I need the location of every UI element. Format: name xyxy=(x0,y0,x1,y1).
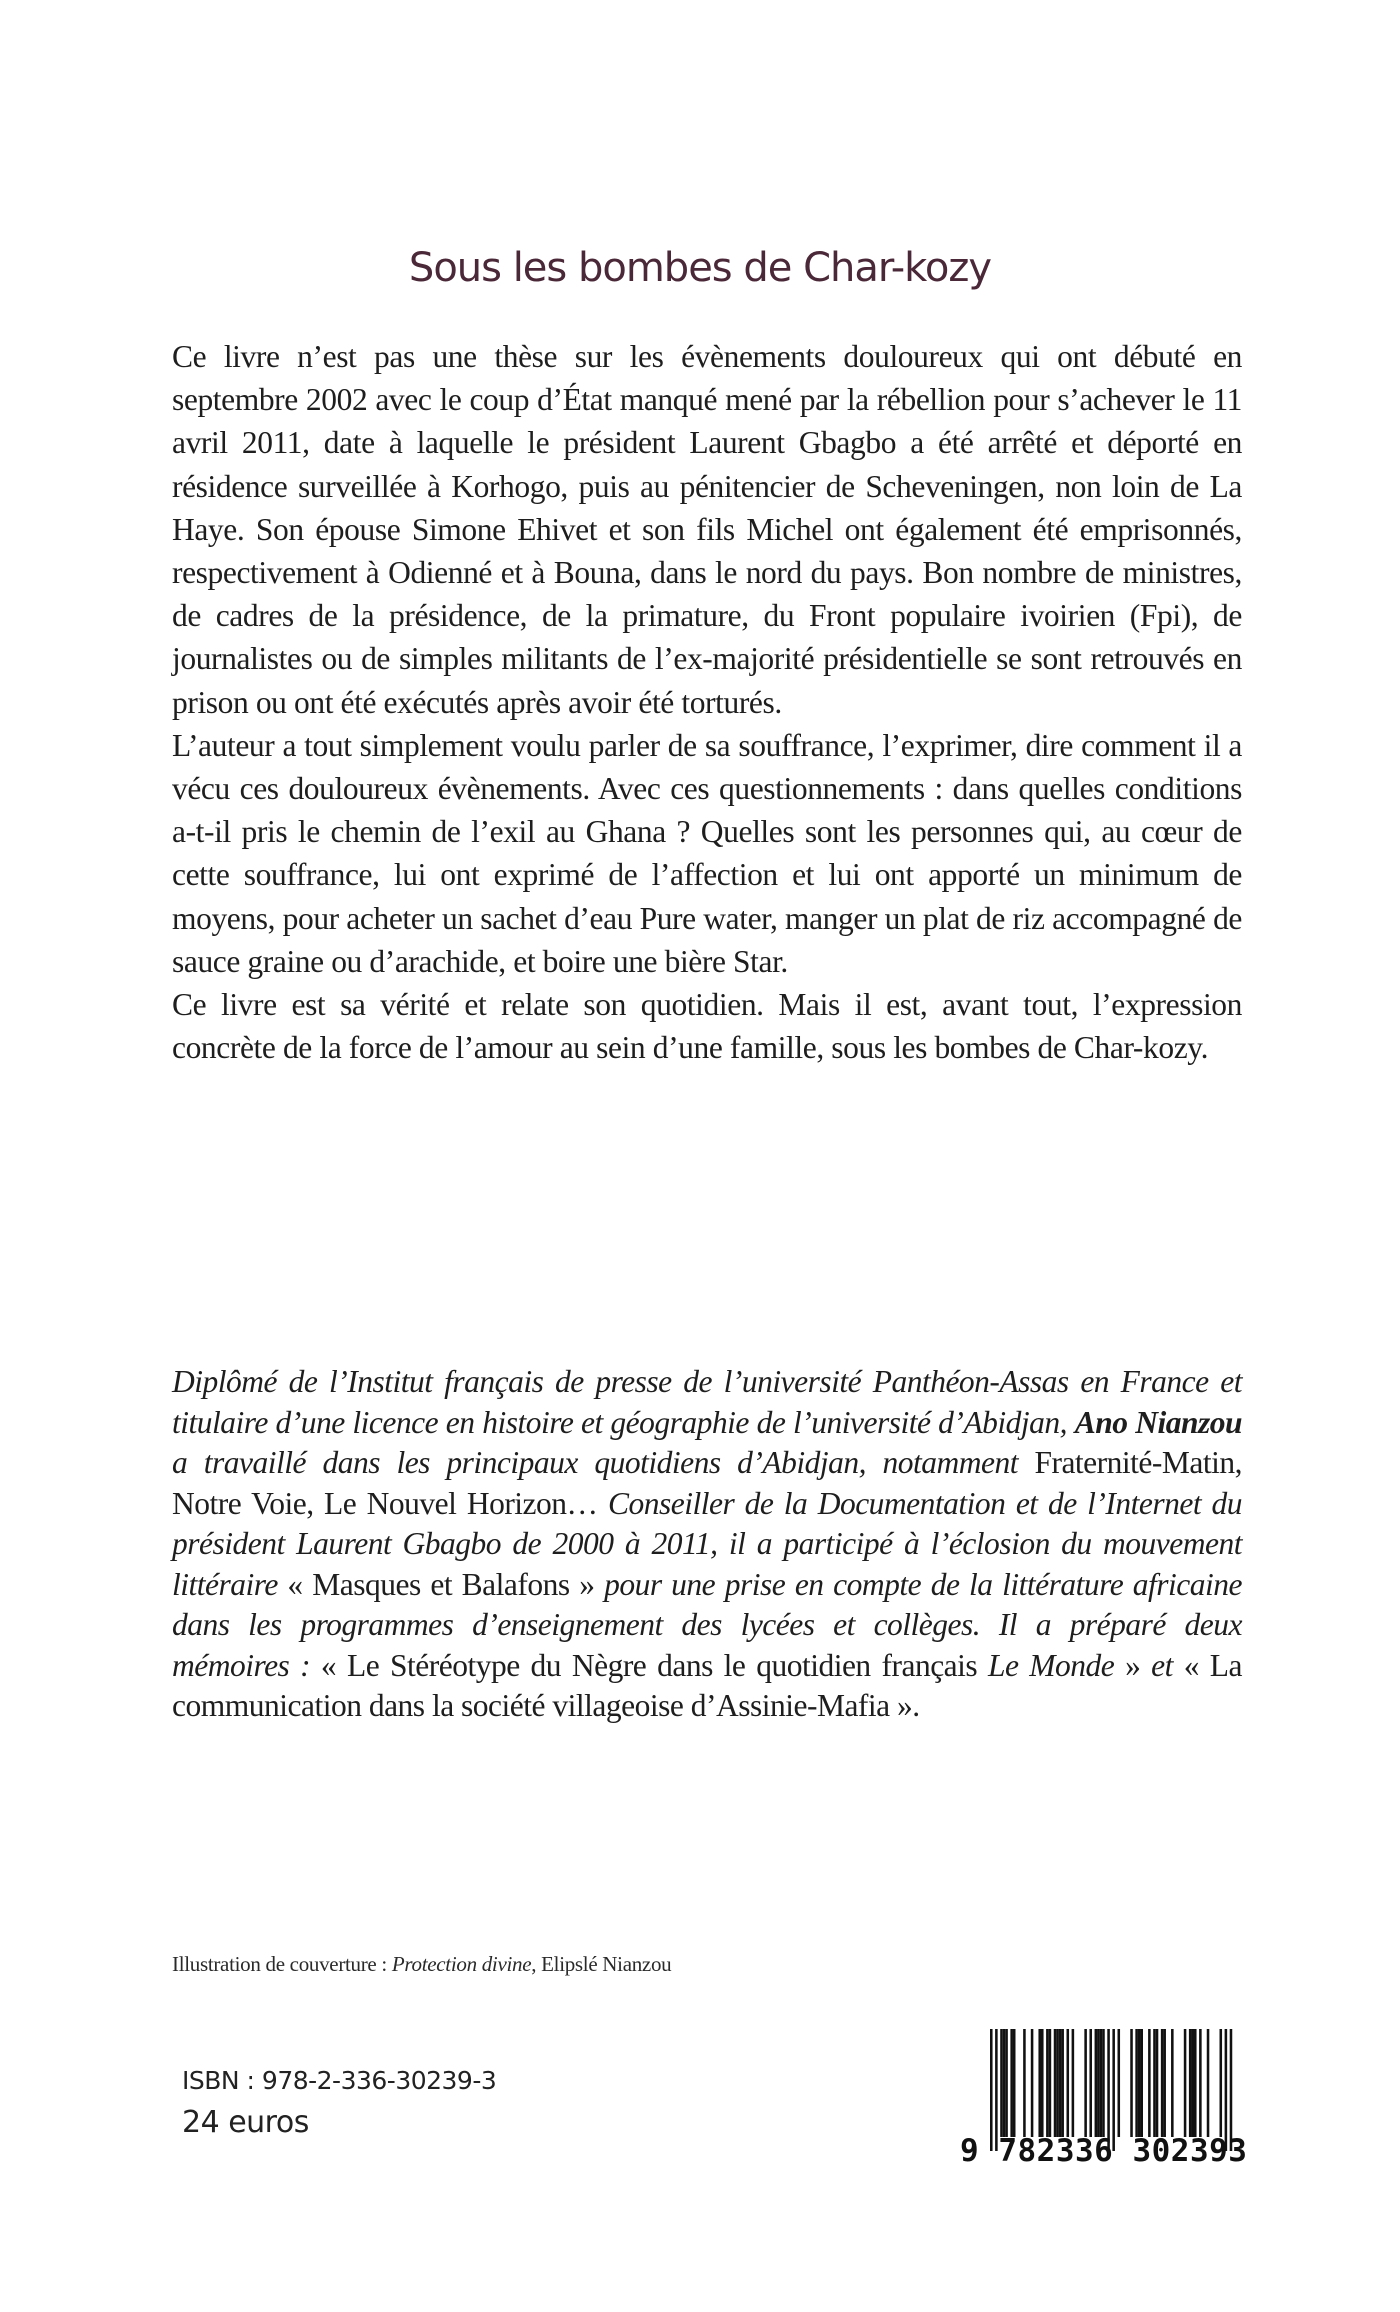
barcode-bar xyxy=(1130,2029,1133,2137)
barcode-bar xyxy=(1100,2029,1103,2137)
blurb-paragraph: Ce livre est sa vérité et relate son quotidien. Mais il est, avant tout, l’expression concrète de la force de l’amour au sein d’une famille, sous les bombes de Char-kozy. xyxy=(172,987,1242,1066)
barcode-bar xyxy=(1118,2029,1121,2137)
barcode-bar xyxy=(1023,2029,1026,2137)
price: 24 euros xyxy=(182,2105,309,2140)
barcode-bar xyxy=(1102,2029,1105,2137)
barcode-bar xyxy=(1184,2029,1187,2137)
barcode-bar xyxy=(1061,2029,1064,2137)
credit-work-title: Protection divine xyxy=(391,1952,532,1976)
barcode-bar xyxy=(1207,2029,1210,2137)
bio-text: Diplômé de l’Institut français de presse de l’université Panthéon-Assas en France et titulaire d’une licence en histoire et géographie de l’université d’Abidjan, xyxy=(172,1364,1242,1440)
barcode-bar xyxy=(1089,2029,1092,2137)
credit-label: Illustration de couverture : xyxy=(172,1952,392,1976)
author-name: Ano Nianzou xyxy=(1074,1404,1242,1440)
barcode-bar xyxy=(1161,2029,1164,2137)
memoir-title-1-end: » xyxy=(1114,1647,1141,1683)
barcode-bar xyxy=(1059,2029,1062,2137)
barcode-bar xyxy=(1084,2029,1087,2137)
barcode-bar xyxy=(1031,2029,1034,2137)
book-title: Sous les bombes de Char-kozy xyxy=(408,244,992,291)
barcode xyxy=(960,2015,1250,2170)
barcode-bar xyxy=(1095,2029,1098,2137)
barcode-bar xyxy=(1148,2029,1151,2137)
blurb-paragraph: L’auteur a tout simplement voulu parler de sa souffrance, l’exprimer, dire comment il a vécu ces douloureux évènements. Avec ces questionnements : dans quelles conditions a-t-il pris le chemin de l’exil au Ghana ? Quelles sont les personnes qui, au cœur de cette souffrance, lui ont exprimé de l’affection et lui ont apporté un minimum de moyens, pour acheter un sachet d’eau Pure water, manger un plat de riz accompagné de sauce graine ou d’arachide, et boire une bière Star. xyxy=(172,727,1242,979)
barcode-bar xyxy=(1097,2029,1100,2137)
barcode-bar xyxy=(1067,2029,1070,2137)
barcode-bar xyxy=(1220,2029,1223,2137)
barcode-bar xyxy=(1049,2029,1052,2137)
barcode-bar xyxy=(1013,2029,1016,2137)
barcode-bar xyxy=(1138,2029,1141,2137)
barcode-bar xyxy=(1000,2029,1003,2137)
blurb-paragraph: Ce livre n’est pas une thèse sur les évènements douloureux qui ont débuté en septembre 2002 avec le coup d’État manqué mené par la rébellion pour s’achever le 11 avril 2011, date à laquelle le président Laurent Gbagbo a été arrêté et déporté en résidence surveillée à Korhogo, puis au pénitencier de Scheveningen, non loin de La Haye. Son épouse Simone Ehivet et son fils Michel ont également été emprisonnés, respectivement à Odienné et à Bouna, dans le nord du pays. Bon nombre de ministres, de cadres de la présidence, de la primature, du Front populaire ivoirien (Fpi), de journalistes ou de simples militants de l’ex-majorité présidentielle se sont retrouvés en prison ou ont été exécutés après avoir été torturés. xyxy=(172,339,1242,720)
barcode-bar xyxy=(1199,2029,1202,2137)
barcode-bar xyxy=(1003,2029,1006,2137)
barcode-bar xyxy=(1191,2029,1194,2137)
credit-artist: , Elipslé Nianzou xyxy=(531,1952,672,1976)
author-bio xyxy=(172,1362,1242,1727)
barcode-bar xyxy=(1072,2029,1075,2137)
barcode-bar xyxy=(1135,2029,1138,2137)
barcode-bar xyxy=(1056,2029,1059,2137)
memoir-title-1: « Le Stéréotype du Nègre dans le quotidien français xyxy=(320,1647,988,1683)
bio-connector: et xyxy=(1140,1647,1184,1683)
newspaper-list: Fraternité-Matin, Notre Voie, Le Nouvel Horizon… xyxy=(172,1445,1242,1521)
barcode-digits: 9 782336 302393 xyxy=(960,2133,1248,2169)
bio-text: pour une prise en compte de la littérature africaine dans les programmes d’enseignement des lycées et collèges. Il a préparé deux mémoires : xyxy=(172,1566,1242,1683)
barcode-bar xyxy=(1171,2029,1174,2137)
author-bio-text xyxy=(172,1362,1242,1727)
barcode-bar xyxy=(1163,2029,1166,2137)
barcode-bar xyxy=(1194,2029,1197,2137)
barcode-bar xyxy=(1156,2029,1159,2137)
bio-text: a travaillé dans les principaux quotidiens d’Abidjan, notamment xyxy=(172,1445,1035,1480)
newspaper-name: Le Monde xyxy=(987,1647,1115,1683)
bio-text: Conseiller de la Documentation et de l’Internet du président Laurent Gbagbo de 2000 à 2011, il a participé à l’éclosion du mouvement littéraire xyxy=(172,1485,1242,1602)
barcode-bar xyxy=(1010,2029,1013,2137)
barcode-bar xyxy=(1005,2029,1008,2137)
barcode-bar xyxy=(1054,2029,1057,2137)
barcode-bar xyxy=(1140,2029,1143,2137)
barcode-bar xyxy=(1153,2029,1156,2137)
memoir-title-2: « La communication dans la société villageoise d’Assinie-Mafia ». xyxy=(172,1647,1242,1723)
barcode-bar xyxy=(1038,2029,1041,2137)
book-blurb xyxy=(172,335,1242,1069)
literary-movement: « Masques et Balafons » xyxy=(287,1566,595,1602)
cover-illustration-credit xyxy=(172,1952,671,1977)
barcode-bar xyxy=(1189,2029,1192,2137)
isbn: ISBN : 978-2-336-30239-3 xyxy=(182,2066,497,2095)
barcode-bar xyxy=(1041,2029,1044,2137)
barcode-bar xyxy=(1046,2029,1049,2137)
